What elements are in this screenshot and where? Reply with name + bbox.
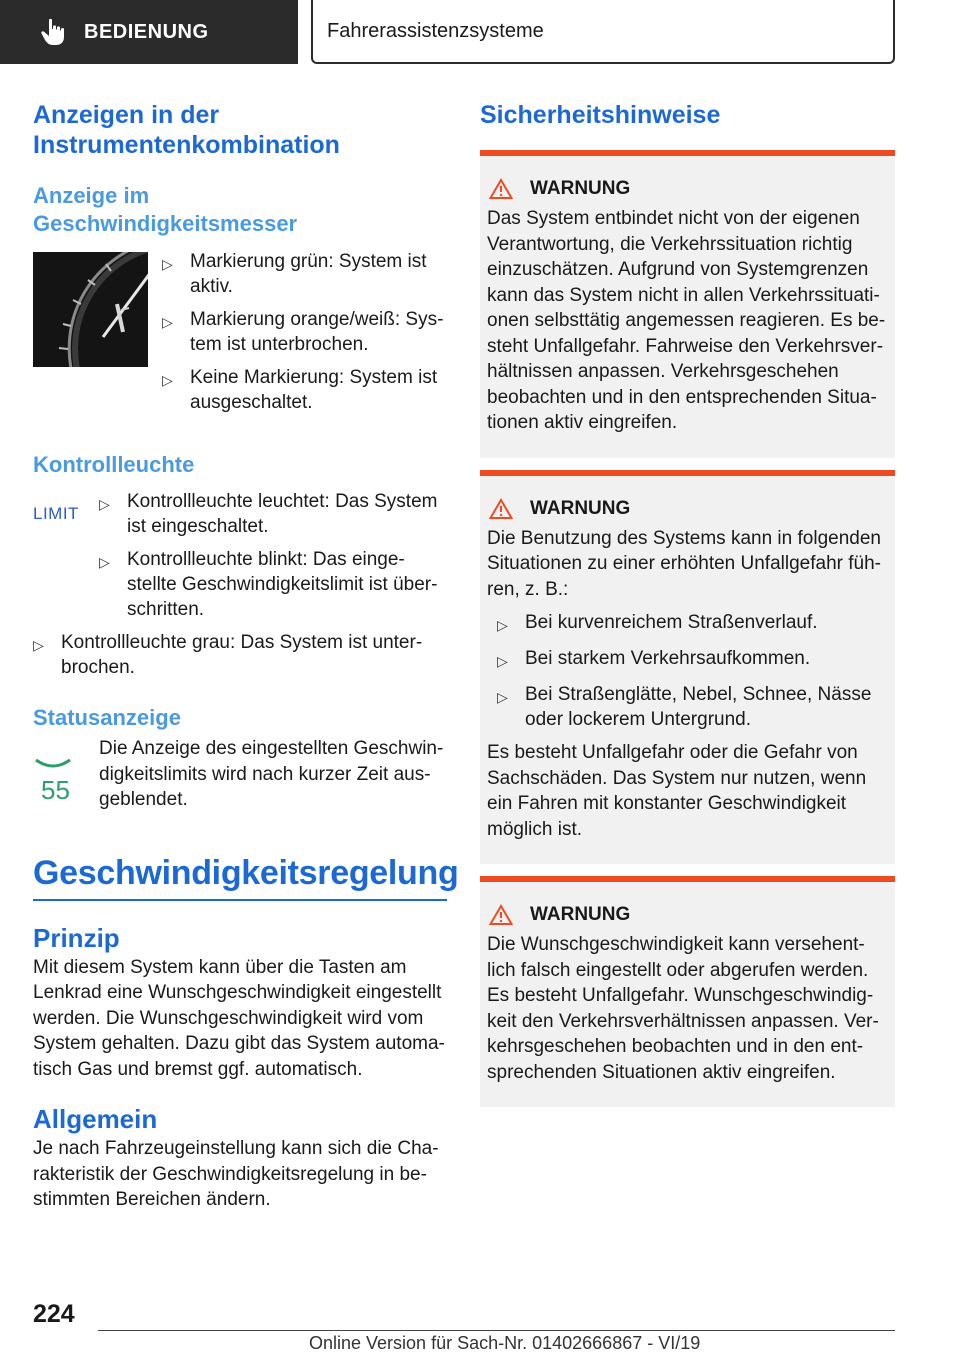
section-label: BEDIENUNG bbox=[84, 20, 209, 43]
heading-allgemein: Allgemein bbox=[33, 1104, 158, 1134]
speedometer-needle-icon bbox=[33, 252, 148, 367]
warning-text: Das System entbindet nicht von der eigenen Verantwortung, die Verkehrssituation richtig einzuschätzen. Aufgrund von Systemgrenzen kann das System nicht in allen Verkehrssituati- onen selbsttätig angemessen reagieren. Es be- steht Unfallgefahr. Fahrweise den Verkehrsver- hältnissen anpassen. Verkehrsgeschehen beobachten und in den entsprechenden Situa- tionen aktiv eingreifen. bbox=[487, 208, 886, 433]
section-tab bbox=[0, 0, 298, 64]
kontroll-list bbox=[99, 489, 447, 630]
speedometer-image bbox=[33, 252, 148, 367]
list-item: ▷ Markierung orange/weiß: Sys- tem ist unterbrochen. bbox=[162, 309, 444, 355]
heading-kontrollleuchte: Kontrollleuchte bbox=[33, 452, 195, 477]
allgemein-text: Je nach Fahrzeugeinstellung kann sich die Cha- rakteristik der Geschwindigkeitsregelung in be- stimmten Bereichen ändern. bbox=[33, 1138, 439, 1210]
heading-anzeige-geschwindigkeitsmesser: Anzeige im Geschwindigkeitsmesser bbox=[33, 183, 298, 236]
status-text: Die Anzeige des eingestellten Geschwin- digkeitslimits wird nach kurzer Zeit aus- geblendet. bbox=[99, 738, 444, 810]
warning-box-3 bbox=[480, 876, 895, 1107]
list-item: ▷ Keine Markierung: System ist ausgeschaltet. bbox=[162, 367, 438, 413]
left-column bbox=[33, 100, 459, 1213]
list-item: ▷ Kontrollleuchte blinkt: Das einge- stellte Geschwindigkeitslimit ist über- schritten. bbox=[99, 549, 438, 620]
warning-header: WARNUNG bbox=[487, 498, 887, 520]
triangle-bullet-icon: ▷ bbox=[497, 689, 508, 705]
warning-box-1 bbox=[480, 150, 895, 458]
triangle-bullet-icon: ▷ bbox=[162, 256, 173, 272]
warning-header: WARNUNG bbox=[487, 178, 887, 200]
warning-triangle-icon bbox=[489, 904, 513, 926]
heading-prinzip: Prinzip bbox=[33, 922, 120, 953]
marker-list bbox=[162, 249, 447, 423]
prinzip-text: Mit diesem System kann über die Tasten am Lenkrad eine Wunschgeschwindigkeit eingestellt werden. Die Wunschgeschwindigkeit wird vom System gehalten. Dazu gibt das System automa- tisch Gas und bremst ggf. automatisch. bbox=[33, 956, 445, 1080]
triangle-bullet-icon: ▷ bbox=[162, 314, 173, 330]
chapter-rule bbox=[33, 899, 447, 901]
warning-text: Die Wunschgeschwindigkeit kann versehent- lich falsch eingestellt oder abgerufen werden. Es besteht Unfallgefahr. Wunschgeschwindig- keit den Verkehrsverhältnissen anpassen. Ver- kehrsgeschehen beobachten und in den ent- sprechenden Situationen aktiv eingreifen. bbox=[487, 934, 879, 1083]
warning-intro: Die Benutzung des Systems kann in folgenden Situationen zu einer erhöhten Unfallgefahr füh- ren, z. B.: bbox=[487, 527, 881, 600]
kontrollleuchte-section bbox=[33, 489, 447, 630]
warning-triangle-icon bbox=[489, 178, 513, 200]
warning-outro: Es besteht Unfallgefahr oder die Gefahr von Sachschäden. Das System nur nutzen, wenn ein Fahren mit konstanter Geschwindigkeit möglich ist. bbox=[487, 742, 867, 840]
list-item: ▷ Kontrollleuchte grau: Das System ist unter- brochen. bbox=[33, 632, 423, 678]
status-speed-icon: 55 bbox=[33, 736, 99, 813]
list-item: ▷ Bei starkem Verkehrsaufkommen. bbox=[497, 646, 887, 674]
heading-sicherheitshinweise: Sicherheitshinweise bbox=[480, 101, 721, 129]
warning-triangle-icon bbox=[489, 498, 513, 520]
list-item: ▷ Kontrollleuchte leuchtet: Das System ist eingeschaltet. bbox=[99, 491, 438, 537]
page-number: 224 bbox=[33, 1300, 75, 1328]
triangle-bullet-icon: ▷ bbox=[99, 496, 110, 512]
chapter-title: Geschwindigkeitsregelung bbox=[33, 853, 459, 892]
list-item: ▷ Bei kurvenreichem Straßenverlauf. bbox=[497, 610, 887, 638]
triangle-bullet-icon: ▷ bbox=[497, 617, 508, 633]
warning-list bbox=[487, 610, 887, 732]
hand-pointer-icon bbox=[40, 18, 66, 46]
heading-anzeigen: Anzeigen in der Instrumentenkombination bbox=[33, 101, 340, 159]
triangle-bullet-icon: ▷ bbox=[33, 637, 44, 653]
chapter-label: Fahrerassistenzsysteme bbox=[327, 19, 544, 42]
footer-rule bbox=[98, 1330, 895, 1331]
speedometer-section bbox=[33, 252, 447, 423]
triangle-bullet-icon: ▷ bbox=[162, 372, 173, 388]
chapter-block bbox=[33, 853, 459, 901]
speed-arc-icon bbox=[33, 758, 73, 772]
right-column bbox=[480, 100, 895, 1107]
heading-statusanzeige: Statusanzeige bbox=[33, 705, 181, 730]
kontroll-extra-list bbox=[33, 630, 447, 680]
footer-online-version: Online Version für Sach-Nr. 01402666867 - VI/19 bbox=[309, 1333, 701, 1353]
warning-header: WARNUNG bbox=[487, 904, 887, 926]
warning-box-2 bbox=[480, 470, 895, 865]
chapter-header bbox=[311, 0, 895, 64]
triangle-bullet-icon: ▷ bbox=[497, 653, 508, 669]
status-section bbox=[33, 736, 447, 813]
list-item: ▷ Bei Straßenglätte, Nebel, Schnee, Nässe oder lockerem Untergrund. bbox=[497, 684, 872, 730]
limit-indicator-icon: LIMIT bbox=[33, 504, 79, 523]
triangle-bullet-icon: ▷ bbox=[99, 554, 110, 570]
list-item: ▷ Markierung grün: System ist aktiv. bbox=[162, 251, 427, 297]
